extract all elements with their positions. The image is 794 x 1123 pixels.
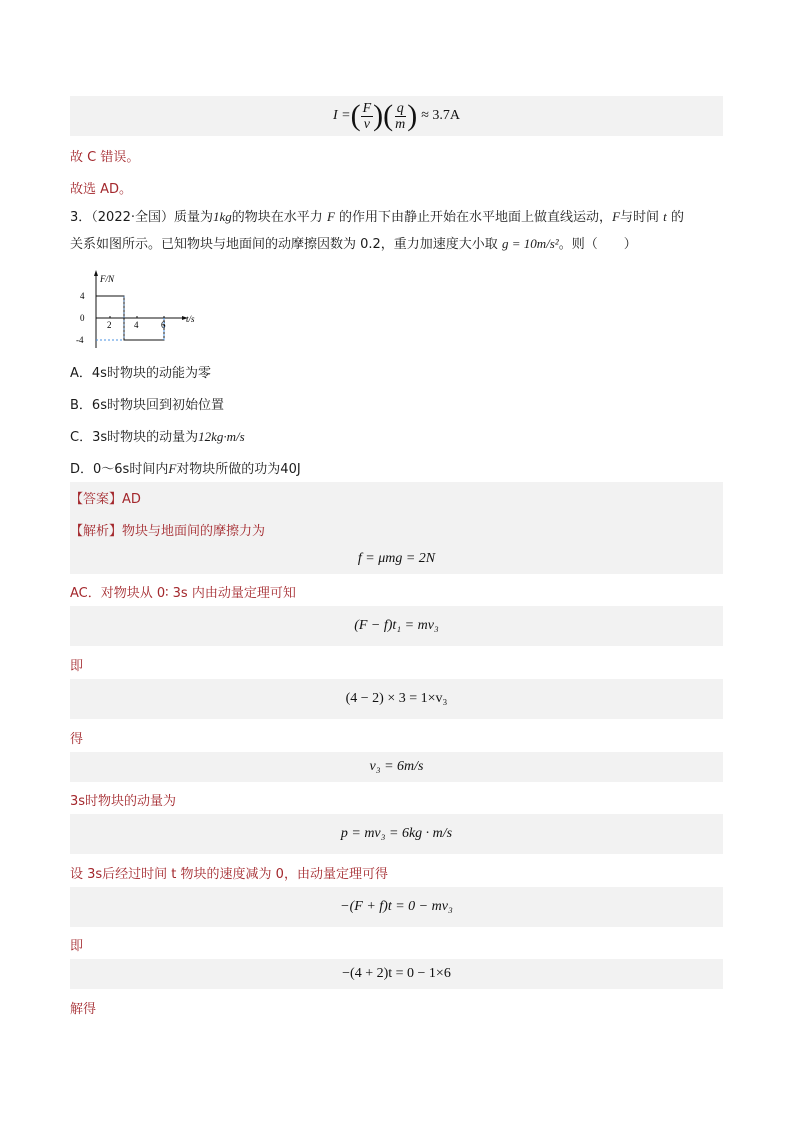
line-c-wrong: 故 C 错误。 (70, 150, 140, 165)
equation-friction: f = μmg = 2N (70, 544, 723, 574)
option-d: D．0～6s时间内F对物块所做的功为40J (70, 461, 301, 477)
question-line-1: 3．（2022·全国）质量为1kg的物块在水平力 F 的作用下由静止开始在水平地面上做直线运动，F与时间 t 的 (70, 209, 684, 225)
y-tick-0: 0 (80, 313, 85, 323)
formula-lhs: I = (332, 108, 351, 123)
formula-rhs: ≈ 3.7A (421, 108, 461, 123)
y-tick-neg4: -4 (76, 335, 84, 345)
y-tick-4: 4 (80, 291, 85, 301)
equation-velocity: v₃ = 6m/s (70, 752, 723, 782)
fraction-q-over-m: $\frac{q}{m}$ (395, 100, 406, 132)
option-c: C．3s时物块的动量为12kg·m/s (70, 429, 245, 445)
line-de: 得 (70, 732, 84, 747)
line-ac: AC．对物块从 0∶ 3s 内由动量定理可知 (70, 586, 296, 601)
option-a: A．4s时物块的动能为零 (70, 366, 211, 381)
force-line-negative (124, 318, 164, 340)
equation-substitution: (4 − 2) × 3 = 1×v₃ (70, 679, 723, 719)
question-line-2: 关系如图所示。已知物块与地面间的动摩擦因数为 0.2，重力加速度大小取 g = 10m/s²。则（ ） (70, 236, 637, 252)
line-set: 设 3s后经过时间 t 物块的速度减为 0，由动量定理可得 (70, 867, 388, 882)
x-tick-2: 2 (107, 320, 112, 330)
equation-decel: −(F + f)t = 0 − mv₃ (70, 887, 723, 927)
line-ji-2: 即 (70, 939, 84, 954)
fraction-f-over-v: $\frac{F}{v}$ (362, 100, 372, 132)
paren-close: ) (407, 99, 418, 132)
formula-current (70, 96, 723, 136)
line-ji-1: 即 (70, 659, 84, 674)
y-label: F/N (100, 274, 115, 284)
answer-line: 【答案】AD (70, 492, 141, 507)
paren-open: ( (350, 99, 361, 132)
line-choose: 故选 AD。 (70, 182, 133, 197)
x-tick-6: 6 (161, 320, 166, 330)
force-line-positive (96, 296, 124, 318)
equation-decel-values: −(4 + 2)t = 0 − 1×6 (70, 959, 723, 989)
question-3 (70, 204, 723, 258)
equation-momentum: p = mv₃ = 6kg · m/s (70, 814, 723, 854)
paren-close: ) (373, 99, 384, 132)
equation-momentum-theorem: (F − f)t₁ = mv₃ (70, 606, 723, 646)
line-jiede: 解得 (70, 1002, 97, 1017)
analysis-line: 【解析】物块与地面间的摩擦力为 (70, 524, 266, 539)
x-tick-4: 4 (134, 320, 139, 330)
y-axis-arrow (94, 270, 98, 276)
option-b: B．6s时物块回到初始位置 (70, 398, 224, 413)
paren-open: ( (383, 99, 394, 132)
x-label: t/s (186, 314, 195, 324)
force-time-graph (72, 268, 212, 352)
line-3s-momentum: 3s时物块的动量为 (70, 794, 177, 809)
